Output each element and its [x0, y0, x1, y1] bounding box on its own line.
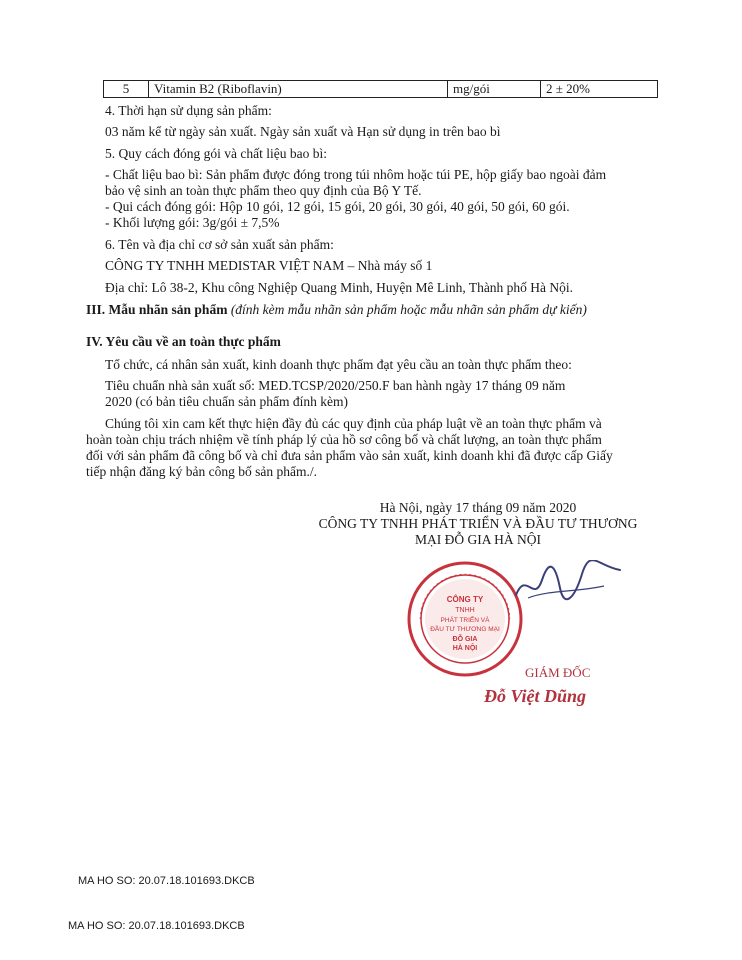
file-code-1: MA HO SO: 20.07.18.101693.DKCB — [78, 875, 255, 887]
signature-role: GIÁM ĐỐC — [525, 665, 591, 680]
requirement-line-2: Tiêu chuẩn nhà sản xuất số: MED.TCSP/2020/250.F ban hành ngày 17 tháng 09 năm — [105, 378, 566, 393]
row-number: 5 — [104, 81, 149, 98]
section-5-line-2: bảo vệ sinh an toàn thực phẩm theo quy định của Bộ Y Tế. — [105, 183, 422, 198]
svg-text:HÀ NỘI: HÀ NỘI — [452, 645, 478, 652]
row-name: Vitamin B2 (Riboflavin) — [149, 81, 448, 98]
section-6-company: CÔNG TY TNHH MEDISTAR VIỆT NAM – Nhà máy số 1 — [105, 258, 433, 273]
svg-text:ĐỖ GIA: ĐỖ GIA — [452, 636, 478, 643]
section-3-note: (đính kèm mẫu nhãn sản phẩm hoặc mẫu nhãn sản phẩm dự kiến) — [230, 302, 587, 317]
section-4-text: 03 năm kể từ ngày sản xuất. Ngày sản xuất và Hạn sử dụng in trên bao bì — [105, 124, 501, 139]
section-6-title: 6. Tên và địa chỉ cơ sở sản xuất sản phẩm: — [105, 237, 334, 252]
svg-text:TNHH: TNHH — [455, 607, 475, 614]
signature-name: Đỗ Việt Dũng — [484, 686, 587, 706]
svg-text:ĐẦU TƯ THƯƠNG MẠI: ĐẦU TƯ THƯƠNG MẠI — [430, 626, 500, 633]
requirement-line-3: 2020 (có bản tiêu chuẩn sản phẩm đính kèm) — [105, 394, 348, 409]
commitment-line-2: hoàn toàn chịu trách nhiệm về tính pháp lý của hồ sơ công bố và chất lượng, an toàn thực phẩm — [86, 432, 602, 447]
section-3-heading — [86, 302, 587, 318]
section-5-line-1: - Chất liệu bao bì: Sản phẩm được đóng trong túi nhôm hoặc túi PE, hộp giấy bao ngoài đảm — [105, 167, 607, 182]
nutrient-table — [103, 80, 658, 98]
row-value: 2 ± 20% — [541, 81, 658, 98]
commitment-line-3: đối với sản phẩm đã công bố và chỉ đưa sản phẩm vào sản xuất, kinh doanh khi đã được cấp Giấy — [86, 448, 613, 463]
section-4-heading: IV. Yêu cầu về an toàn thực phẩm — [86, 334, 281, 349]
section-5-line-4: - Khối lượng gói: 3g/gói ± 7,5% — [105, 215, 280, 230]
company-stamp-icon — [406, 560, 524, 678]
section-4-title: 4. Thời hạn sử dụng sản phẩm: — [105, 103, 272, 118]
commitment-line-1: Chúng tôi xin cam kết thực hiện đầy đủ các quy định của pháp luật về an toàn thực phẩm và — [105, 416, 602, 431]
table-row — [104, 81, 658, 98]
signature-scribble-icon — [508, 560, 628, 610]
section-3-title: III. Mẫu nhãn sản phẩm — [86, 302, 228, 317]
signature-company-line-1: CÔNG TY TNHH PHÁT TRIỂN VÀ ĐẦU TƯ THƯƠNG — [318, 516, 638, 531]
signature-date: Hà Nội, ngày 17 tháng 09 năm 2020 — [379, 500, 577, 515]
document-page — [8, 0, 736, 960]
svg-text:PHÁT TRIỂN VÀ: PHÁT TRIỂN VÀ — [440, 617, 490, 624]
requirement-line-1: Tổ chức, cá nhân sản xuất, kinh doanh thực phẩm đạt yêu cầu an toàn thực phẩm theo: — [105, 357, 572, 372]
file-code-2: MA HO SO: 20.07.18.101693.DKCB — [68, 920, 245, 932]
svg-text:CÔNG TY: CÔNG TY — [446, 595, 484, 604]
commitment-line-4: tiếp nhận đăng ký bản công bố sản phẩm./. — [86, 464, 317, 479]
row-unit: mg/gói — [448, 81, 541, 98]
section-5-line-3: - Qui cách đóng gói: Hộp 10 gói, 12 gói, 15 gói, 20 gói, 30 gói, 40 gói, 50 gói, 60 gói. — [105, 199, 570, 214]
section-5-title: 5. Quy cách đóng gói và chất liệu bao bì: — [105, 146, 327, 161]
signature-block — [298, 500, 658, 548]
section-6-address: Địa chỉ: Lô 38-2, Khu công Nghiệp Quang Minh, Huyện Mê Linh, Thành phố Hà Nội. — [105, 280, 574, 295]
signature-company-line-2: MẠI ĐỖ GIA HÀ NỘI — [415, 532, 541, 547]
